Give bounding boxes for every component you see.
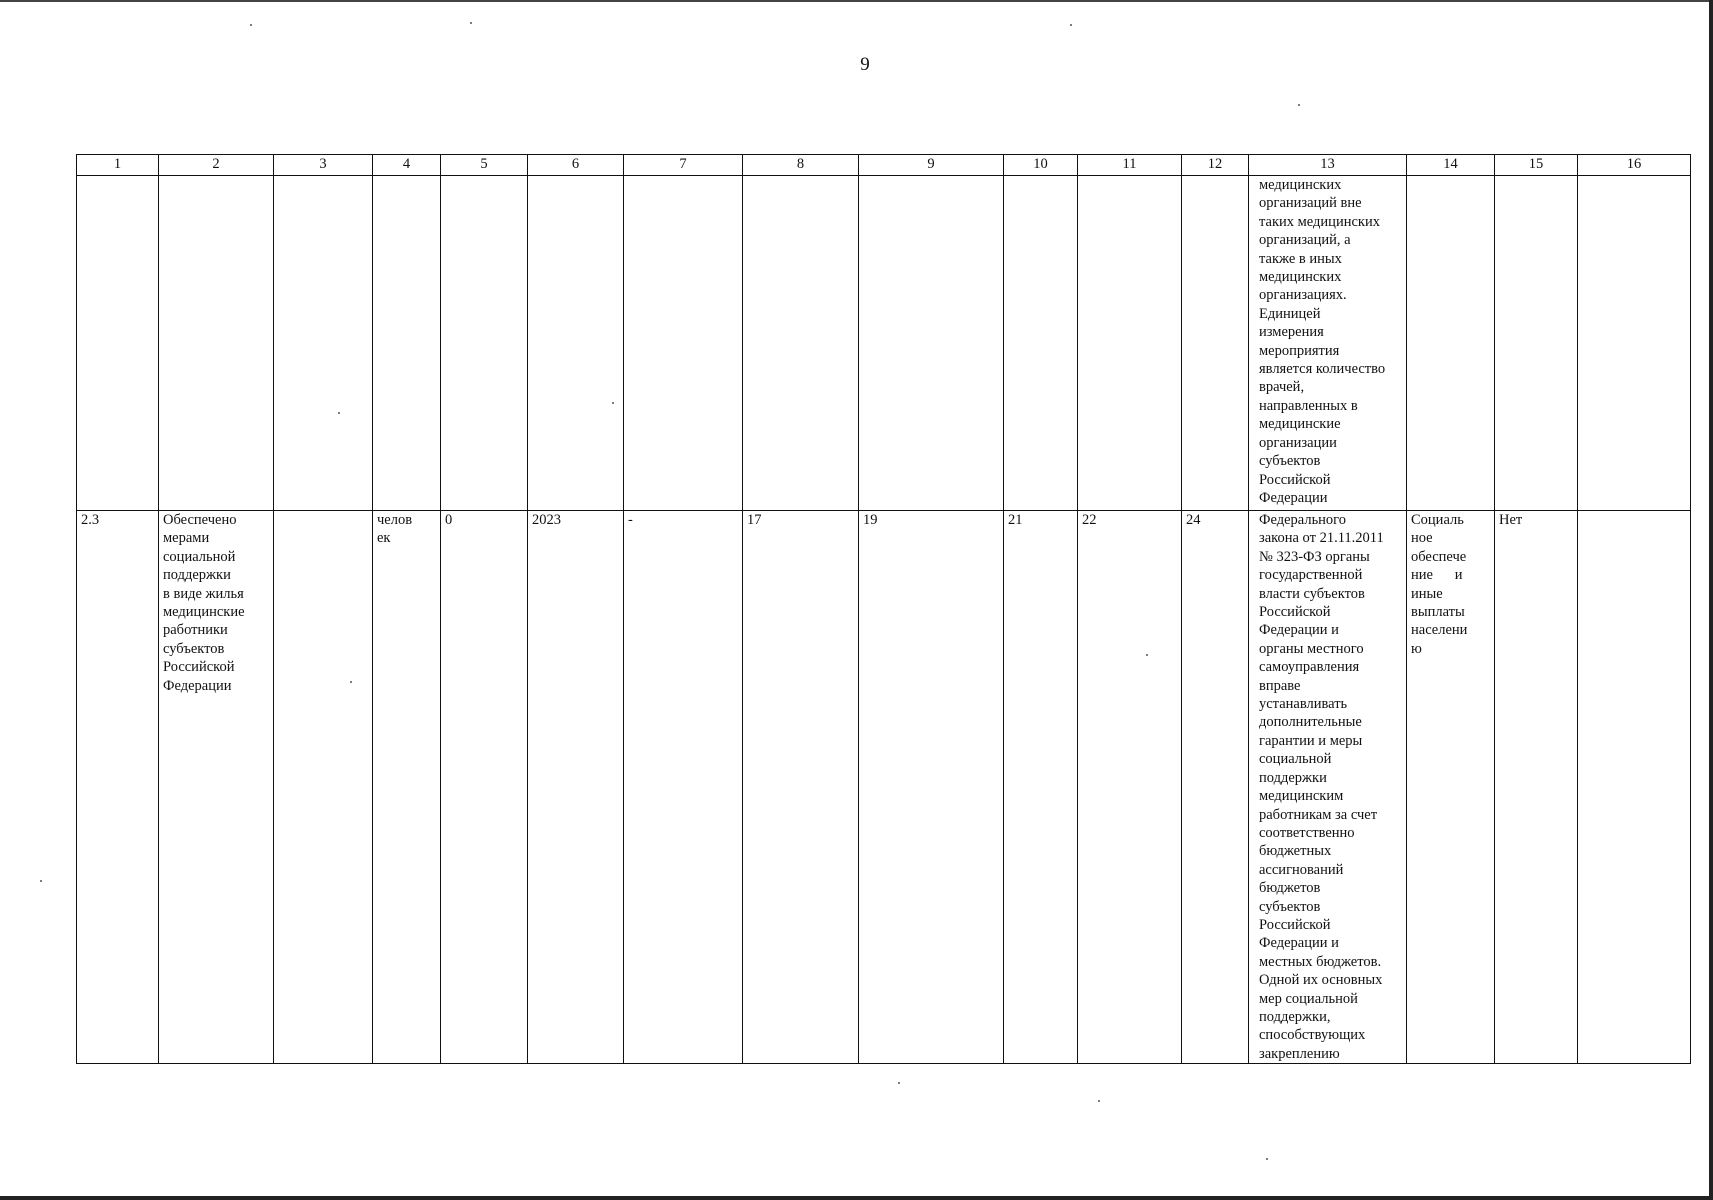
cell-empty [743,176,859,511]
text-line: ние и [1411,567,1463,584]
cell-empty [1495,176,1578,511]
text-line: иные [1411,585,1443,602]
cell-empty [1578,176,1691,511]
cell-unit [373,511,441,1064]
text-line: медицинским [1259,788,1344,805]
text-line: государственной [1259,567,1363,584]
cell-empty [1004,176,1078,511]
scan-top-edge [0,0,1713,2]
text-line: бюджетов [1259,880,1321,897]
text-line: ек [377,530,391,547]
cell-empty [77,176,159,511]
text-line: Федерации и [1259,622,1339,639]
scan-speck [1298,104,1300,106]
header-cell-1: 1 [77,155,159,176]
cell-empty [159,176,274,511]
text-line: социальной [163,548,236,565]
text-line: Обеспечено [163,512,237,528]
text-line: субъектов [163,640,225,657]
text-line: работникам за счет [1259,806,1378,823]
cell-empty [859,176,1004,511]
cell-base-year: 2023 [528,511,624,1064]
cell-col8: 17 [743,511,859,1064]
text-line: власти субъектов [1259,585,1365,602]
text-line: бюджетных [1259,843,1332,860]
text-line: организациях. [1259,287,1347,304]
text-line: Одной их основных [1259,972,1383,989]
text-line: измерения [1259,324,1324,341]
text-line: медицинские [1259,416,1341,433]
scan-speck [350,681,352,683]
text-line: Российской [1259,471,1331,488]
text-line: организаций, а [1259,232,1351,249]
text-line: выплаты [1411,604,1465,621]
text-line: № 323-ФЗ органы [1259,548,1370,565]
data-table-container [76,154,1690,1064]
header-cell-3: 3 [274,155,373,176]
scan-speck [1098,1100,1100,1102]
cell-col12: 24 [1182,511,1249,1064]
header-cell-6: 6 [528,155,624,176]
text-line: социальной [1259,751,1332,768]
text-line: Федерации и [1259,935,1339,952]
header-cell-10: 10 [1004,155,1078,176]
header-cell-12: 12 [1182,155,1249,176]
header-cell-2: 2 [159,155,274,176]
data-table [76,154,1691,1064]
cell-item-number: 2.3 [77,511,159,1064]
text-line: врачей, [1259,379,1305,396]
header-cell-9: 9 [859,155,1004,176]
header-cell-8: 8 [743,155,859,176]
text-line: организаций вне [1259,195,1362,212]
cell-empty [1407,176,1495,511]
cell-category [1407,511,1495,1064]
scan-speck [338,412,340,414]
header-cell-13: 13 [1249,155,1407,176]
text-line: является количество [1259,361,1386,378]
scan-bottom-edge [0,1196,1713,1200]
text-line: Единицей [1259,305,1321,322]
cell-col15: Нет [1495,511,1578,1064]
text-line: дополнительные [1259,714,1362,731]
text-line: челов [377,512,413,528]
cell-col9: 19 [859,511,1004,1064]
text-line: закона от 21.11.2011 [1259,530,1384,547]
scan-speck [612,402,614,404]
text-line: населени [1411,622,1468,639]
cell-base-value: 0 [441,511,528,1064]
cell-description [1249,511,1407,1064]
header-cell-4: 4 [373,155,441,176]
text-line: органы местного [1259,640,1364,657]
text-line: устанавливать [1259,696,1348,713]
scan-speck [40,880,42,882]
text-line: Социаль [1411,512,1464,528]
text-line: Российской [163,659,235,676]
text-line: мер социальной [1259,990,1358,1007]
cell-col7: - [624,511,743,1064]
cell-empty [274,176,373,511]
text-line: соответственно [1259,824,1355,841]
cell-col10: 21 [1004,511,1078,1064]
scan-speck [1266,1158,1268,1160]
scan-speck [1070,24,1072,26]
text-line: медицинских [1259,269,1342,286]
header-cell-16: 16 [1578,155,1691,176]
text-line: ное [1411,530,1433,547]
cell-col11: 22 [1078,511,1182,1064]
text-line: гарантии и меры [1259,732,1363,749]
table-row-2-3 [77,511,1691,1064]
cell-empty [624,176,743,511]
text-line: Федерации [163,677,232,694]
header-cell-5: 5 [441,155,528,176]
cell-empty [528,176,624,511]
cell-indicator-name [159,511,274,1064]
text-line: поддержки [1259,769,1327,786]
text-line: Российской [1259,604,1331,621]
text-line: вправе [1259,677,1301,694]
text-line: ассигнований [1259,861,1344,878]
text-line: таких медицинских [1259,213,1380,230]
text-line: ю [1411,640,1422,657]
text-line: медицинские [163,604,245,621]
text-line: субъектов [1259,453,1321,470]
text-line: местных бюджетов. [1259,953,1382,970]
text-line: способствующих [1259,1027,1366,1044]
scan-speck [898,1082,900,1084]
scan-speck [1146,654,1148,656]
text-line: мероприятия [1259,342,1340,359]
cell-empty [441,176,528,511]
text-line: Российской [1259,916,1331,933]
page-number: 9 [860,54,870,75]
header-row [77,155,1691,176]
text-line: обеспече [1411,548,1467,565]
text-line: работники [163,622,228,639]
text-line: направленных в [1259,397,1358,414]
scan-speck [470,22,472,24]
header-cell-11: 11 [1078,155,1182,176]
cell-empty [1078,176,1182,511]
text-line: самоуправления [1259,659,1360,676]
table-row-continuation [77,176,1691,511]
text-line: в виде жилья [163,585,244,602]
scan-speck [250,24,252,26]
header-cell-7: 7 [624,155,743,176]
text-line: Федерации [1259,489,1328,506]
text-line: медицинских [1259,177,1342,193]
header-cell-15: 15 [1495,155,1578,176]
cell-empty [1182,176,1249,511]
scan-right-edge [1709,0,1713,1200]
text-line: организации [1259,434,1337,451]
text-line: закреплению [1259,1045,1340,1062]
text-line: субъектов [1259,898,1321,915]
text-line: поддержки, [1259,1008,1331,1025]
text-line: Федерального [1259,512,1347,528]
cell-col16 [1578,511,1691,1064]
cell-empty [373,176,441,511]
cell-description-continued [1249,176,1407,511]
text-line: поддержки [163,567,231,584]
cell-col3 [274,511,373,1064]
text-line: также в иных [1259,250,1342,267]
header-cell-14: 14 [1407,155,1495,176]
text-line: мерами [163,530,210,547]
